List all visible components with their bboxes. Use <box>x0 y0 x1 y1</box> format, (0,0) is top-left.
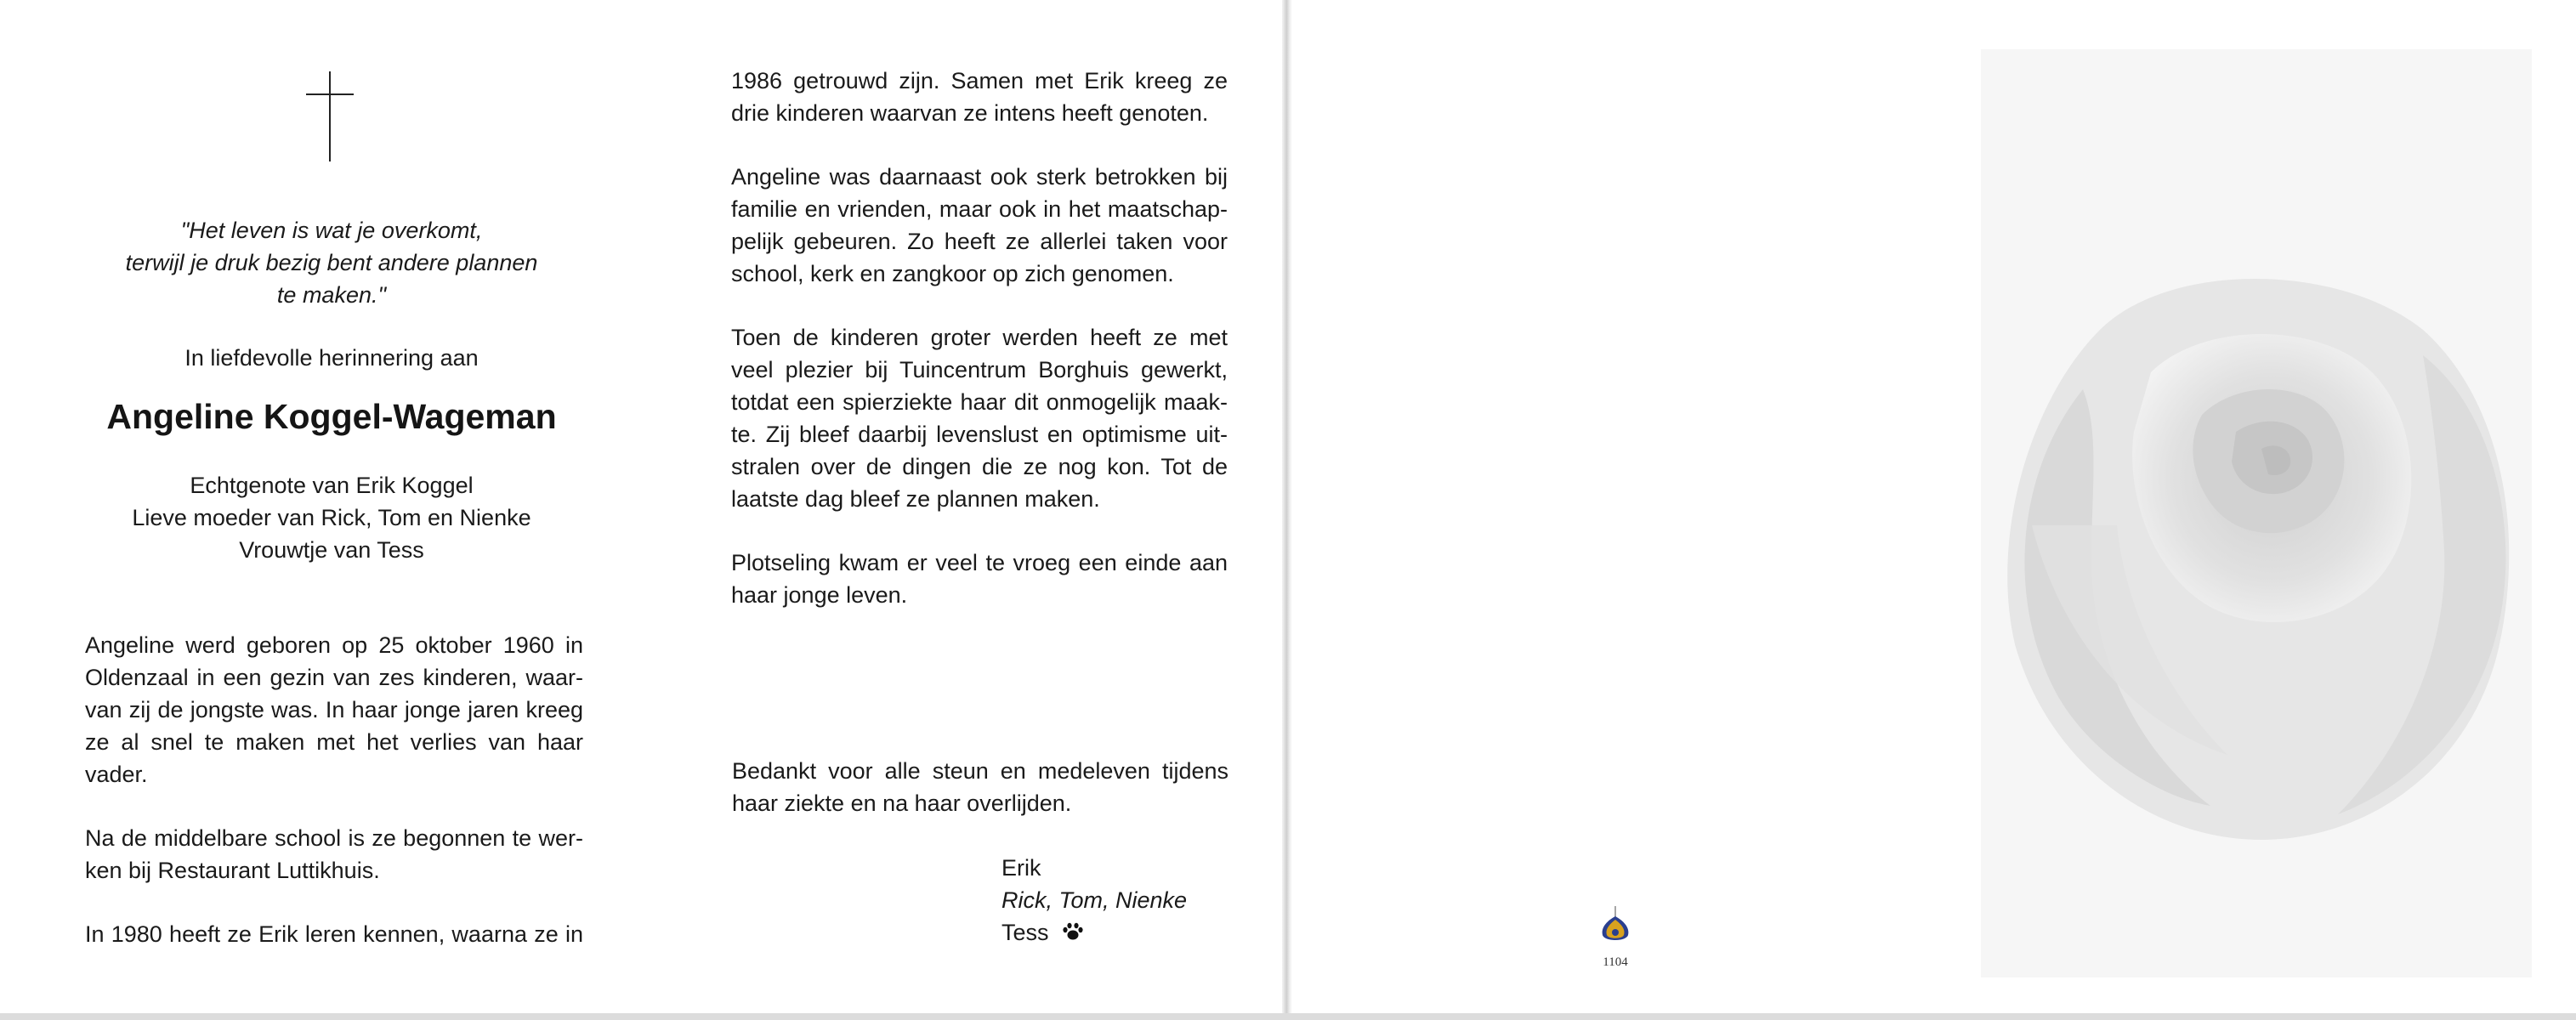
text-line: haar jonge leven. <box>731 582 908 608</box>
deceased-name: Angeline Koggel-Wageman <box>106 397 557 436</box>
text-line: ken bij Restaurant Luttikhuis. <box>85 858 380 883</box>
signers-block <box>1001 852 1187 949</box>
text-line: familie en vrienden, maar ook in het maatschap- <box>731 196 1228 222</box>
printer-number: 1104 <box>1603 955 1628 969</box>
biography-paragraph <box>85 822 583 887</box>
relation-line: Vrouwtje van Tess <box>239 537 424 563</box>
biography-left <box>85 629 583 982</box>
text-line: Na de middelbare school is ze begonnen te wer- <box>85 825 583 851</box>
panel-back-left <box>1292 0 1938 1013</box>
text-line: school, kerk en zangkoor op zich genomen. <box>731 261 1174 286</box>
text-line: stralen over de dingen die ze nog kon. Tot de <box>731 454 1228 479</box>
rose-image <box>1981 49 2532 978</box>
relation-line: Lieve moeder van Rick, Tom en Nienke <box>132 505 531 530</box>
memorial-quote <box>68 214 595 311</box>
text-line: van zij de jongste was. In haar jonge jaren kreeg <box>85 697 583 722</box>
quote-line: te maken." <box>276 282 387 308</box>
relations-block <box>68 469 595 566</box>
biography-paragraph <box>731 161 1228 290</box>
thanks-text <box>732 755 1228 819</box>
text-line: te. Zij bleef daarbij levenslust en optimisme uit- <box>731 422 1228 447</box>
biography-paragraph <box>85 918 583 950</box>
quote-line: "Het leven is wat je overkomt, <box>180 218 483 243</box>
quote-line: terwijl je druk bezig bent andere plannen <box>125 250 538 275</box>
intro-text: In liefdevolle herinnering aan <box>184 345 479 371</box>
text-line: haar ziekte en na haar overlijden. <box>732 790 1072 816</box>
text-line: veel plezier bij Tuincentrum Borghuis gewerkt, <box>731 357 1228 382</box>
signer-line: Erik <box>1001 855 1041 881</box>
scan-edge <box>0 1013 2576 1020</box>
cross-icon <box>306 71 354 162</box>
text-line: ze al snel te maken met het verlies van haar <box>85 729 583 755</box>
text-line: totdat een spierziekte haar dit onmogelijk maak- <box>731 389 1228 415</box>
text-line: Angeline was daarnaast ook sterk betrokken bij <box>731 164 1228 190</box>
text-line: pelijk gebeuren. Zo heeft ze allerlei taken voor <box>731 229 1228 254</box>
relation-line: Echtgenote van Erik Koggel <box>190 473 474 498</box>
biography-paragraph <box>731 321 1228 515</box>
biography-right <box>731 65 1228 643</box>
signer-line: Rick, Tom, Nienke <box>1001 887 1188 913</box>
text-line: laatste dag bleef ze plannen maken. <box>731 486 1100 512</box>
text-line: Toen de kinderen groter werden heeft ze met <box>731 325 1228 350</box>
text-line: Bedankt voor alle steun en medeleven tijdens <box>732 758 1228 784</box>
biography-paragraph <box>731 547 1228 611</box>
text-line: vader. <box>85 762 148 787</box>
signer-line-pet <box>1001 916 1187 949</box>
text-line: Oldenzaal in een gezin van zes kinderen, waar- <box>85 665 583 690</box>
signer-pet-name: Tess <box>1001 920 1049 945</box>
printer-logo-icon <box>1599 906 1631 945</box>
text-line: Angeline werd geboren op 25 oktober 1960 in <box>85 632 583 658</box>
text-line: drie kinderen waarvan ze intens heeft genoten. <box>731 100 1209 126</box>
text-line: Plotseling kwam er veel te vroeg een einde aan <box>731 550 1228 575</box>
text-line: In 1980 heeft ze Erik leren kennen, waarna ze in <box>85 921 583 947</box>
biography-paragraph <box>731 65 1228 129</box>
biography-paragraph <box>85 629 583 790</box>
text-line: 1986 getrouwd zijn. Samen met Erik kreeg ze <box>731 68 1228 94</box>
card-fold <box>1282 0 1292 1020</box>
paw-print-icon <box>1060 921 1086 942</box>
